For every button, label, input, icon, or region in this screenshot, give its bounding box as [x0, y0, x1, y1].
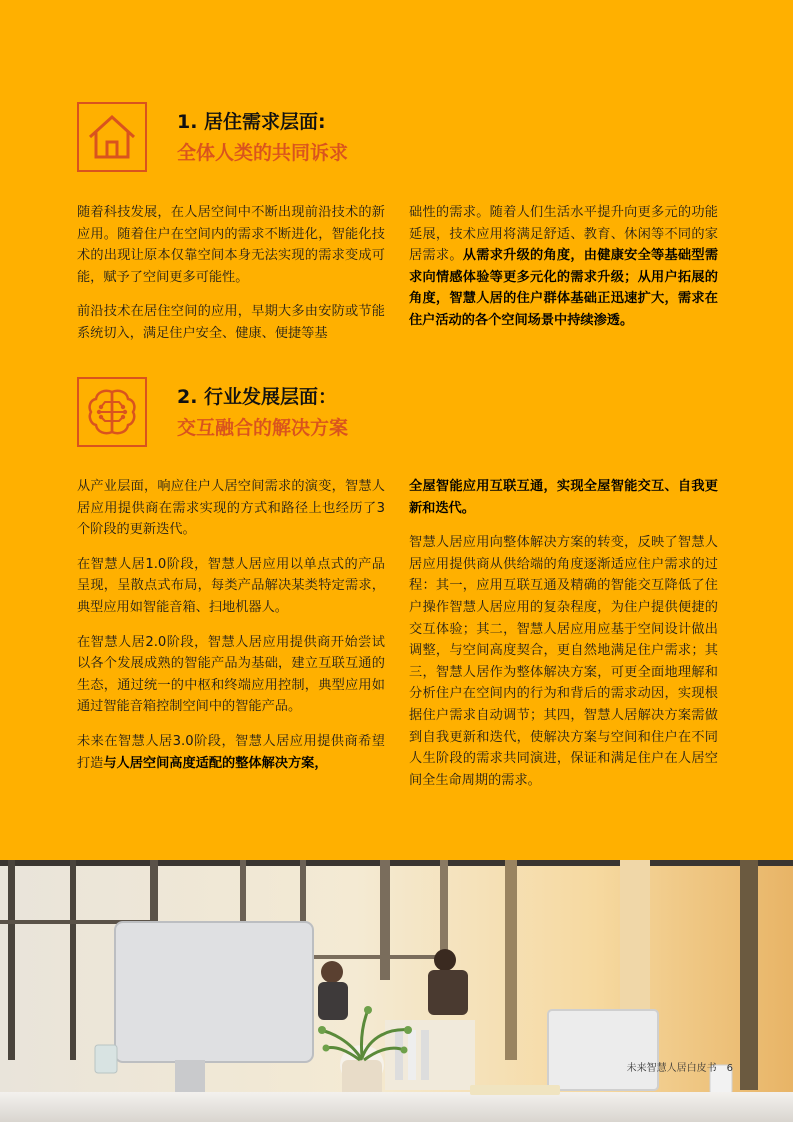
bold-text: 与人居空间高度适配的整体解决方案，: [103, 755, 328, 771]
section-2-title: 2. 行业发展层面：: [177, 386, 338, 408]
house-icon: [77, 102, 147, 172]
paragraph: 在智慧人居1.0阶段，智慧人居应用以单点式的产品呈现，呈散点式布局，每类产品解决某类特定需求，典型应用如智能音箱、扫地机器人。: [77, 556, 385, 615]
paragraph: 前沿技术在居住空间的应用，早期大多由安防或节能系统切入，满足住户安全、健康、便捷等基: [77, 304, 385, 341]
section-2-subtitle: 交互融合的解决方案: [177, 417, 349, 439]
text: 础性的需求。随着人们生活水平提升向更多元的功能延展，技术应用将满足舒适、教育、休闲等不同的家居需求。: [409, 205, 718, 264]
section-1-title: 1. 居住需求层面:: [177, 111, 326, 133]
paragraph: 从产业层面，响应住户人居空间需求的演变，智慧人居应用提供商在需求实现的方式和路径上也经历了3个阶段的更新迭代。: [77, 479, 385, 538]
brain-circuit-icon: [77, 377, 147, 447]
bold-text: 全屋智能应用互联互通，实现全屋智能交互、自我更新和迭代。: [409, 479, 718, 516]
section-1-subtitle: 全体人类的共同诉求: [177, 142, 349, 164]
section-2-right-column: [409, 476, 718, 804]
paragraph: 在智慧人居2.0阶段，智慧人居应用提供商开始尝试以各个发展成熟的智能产品为基础，建立互联互通的生态，通过统一的中枢和终端应用控制，典型应用如通过智能音箱控制空间中的智能产品。: [77, 634, 385, 715]
page-number: 6: [726, 1063, 733, 1074]
section-1-right-column: [409, 202, 718, 345]
paragraph: [77, 731, 385, 774]
paragraph: [409, 202, 718, 332]
section-2-header: [77, 377, 348, 447]
bold-text: 从需求升级的角度，由健康安全等基础型需求向情感体验等更多元化的需求升级；从用户拓展的角度，智慧人居的住户群体基础正迅速扩大，需求在住户活动的各个空间场景中持续渗透。: [409, 248, 719, 328]
section-1-header: [77, 102, 348, 172]
office-photo: [0, 860, 793, 1122]
section-2-left-column: [77, 476, 385, 787]
page-footer: [627, 1059, 733, 1074]
paragraph: 智慧人居应用向整体解决方案的转变，反映了智慧人居应用提供商从供给端的角度逐渐适应住户需求的过程：其一，应用互联互通及精确的智能交互降低了住户操作智慧人居应用的复杂程度，为住户提供便捷的交互体验；其二，智慧人居应用应基于空间设计做出调整，与空间高度契合，更自然地满足住户需求；其三，智慧人居作为整体解决方案，可更全面地理解和分析住户在空间内的行为和背后的需求动因，实现根据住户需求自动调节；其四，智慧人居解决方案需做到自我更新和迭代，使解决方案与空间和住户在不同人生阶段的需求共同演进，保证和满足住户在人居空间全生命周期的需求。: [409, 535, 718, 788]
document-title: 未来智慧人居白皮书: [626, 1063, 717, 1074]
paragraph: 随着科技发展，在人居空间中不断出现前沿技术的新应用。随着住户在空间内的需求不断进化，智能化技术的出现让原本仅靠空间本身无法实现的需求变成可能，赋予了空间更多可能性。: [77, 205, 385, 285]
text: 未来在智慧人居3.0阶段，智慧人居应用提供商希望打造: [77, 733, 385, 771]
paragraph: [409, 476, 718, 519]
section-1-left-column: [77, 202, 385, 358]
